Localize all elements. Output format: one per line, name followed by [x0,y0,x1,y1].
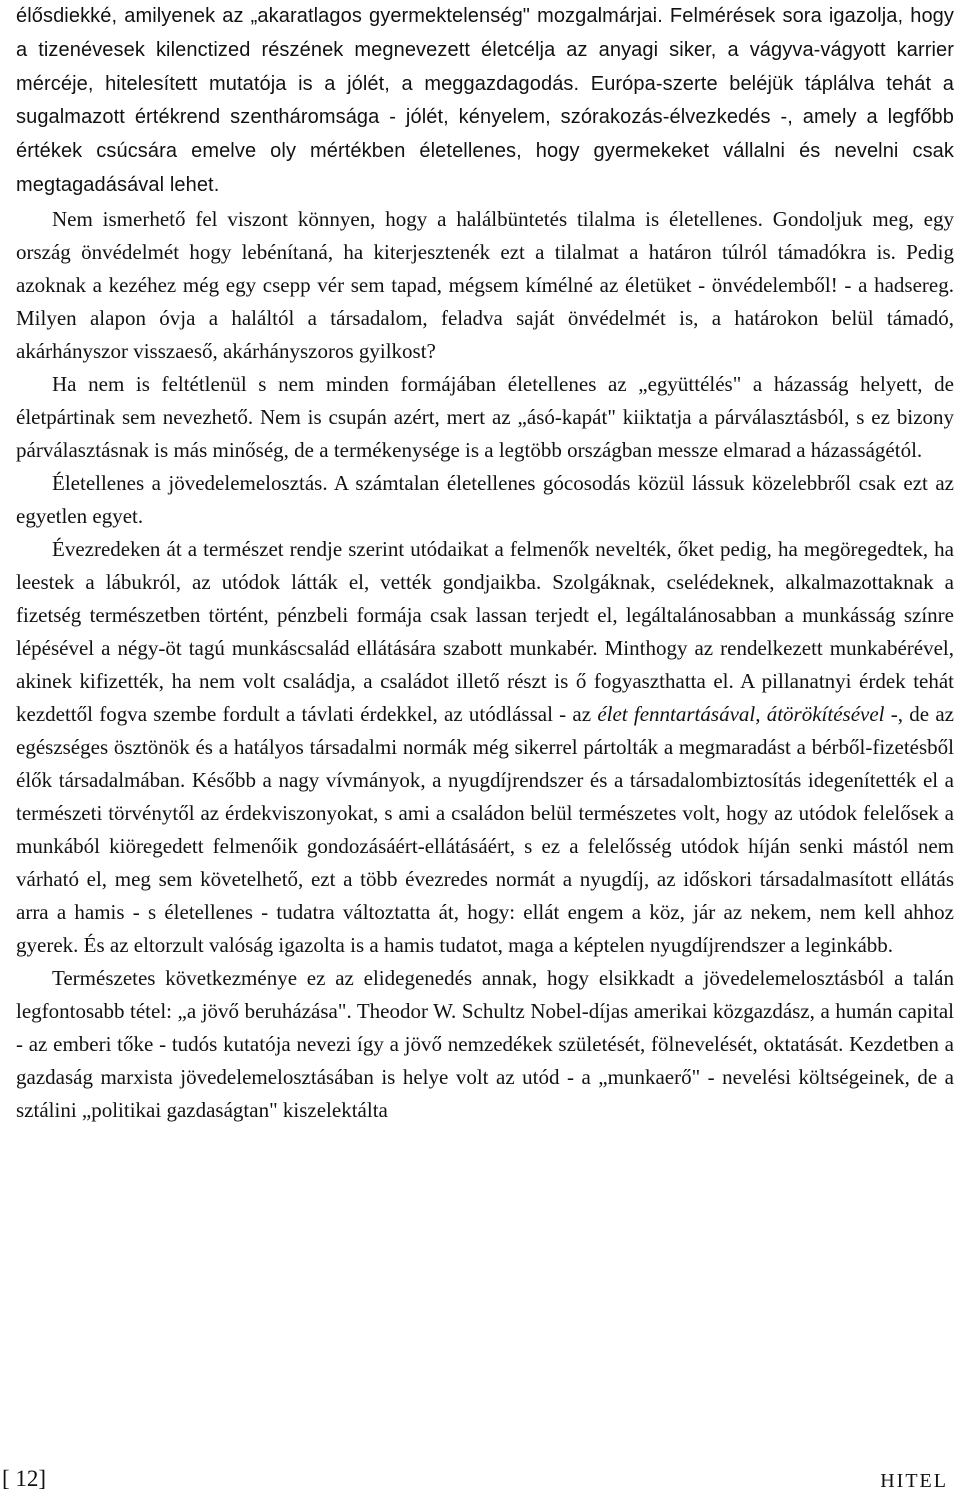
paragraph-5 [16,533,954,962]
page-footer [0,1462,960,1498]
paragraph-5-text-a: Évezredeken át a természet rendje szerint utódaikat a felmenők nevelték, őket pedig, ha megöregedtek, ha leestek a lábukról, az utódok látták el, vették gondjaikba. Szolgáknak, cselédeknek, alkalmazottaknak a fizetség természetben történt, pénzbeli formája csak lassan terjedt el, legáltalánosabban a munkásság színre lépésével a négy-öt tagú munkáscsalád ellátására szabott munkabér. Minthogy az rendelkezett munkabérével, akinek kifizették, ha nem volt családja, a családot illető részt is ő fogyaszthatta el. A pillanatnyi érdek tehát kezdettől fogva szembe fordult a távlati érdekkel, az utódlással - az [16,536,954,726]
paragraph-2: Nem ismerhető fel viszont könnyen, hogy a halálbüntetés tilalma is életellenes. Gondoljuk meg, egy ország önvédelmét hogy lebénítaná, ha kiterjesztenék ezt a tilalmat a határon túlról támadókra is. Pedig azoknak a kezéhez még egy csepp vér sem tapad, mégsem kímélné az életüket - önvédelemből! - a hadsereg. Milyen alapon óvja a haláltól a társadalom, feladva saját önvédelmét is, a határokon belül támadó, akárhányszor visszaeső, akárhányszoros gyilkost? [16,206,954,363]
paragraph-5-text-b: -, de az egészséges ösztönök és a hatályos társadalmi normák még sikerrel pártolták a megmaradást a bérből-fizetésből élők társadalmában. Később a nagy vívmányok, a nyugdíjrendszer és a társadalombiztosítás idegenítették el a természeti törvénytől az érdekviszonyokat, s ami a családon belül természetes volt, hogy az utódok felelősek a munkából kiöregedett felmenőik gondozásáért-ellátásáért, s ez a felelősség utódok híján senki mástól nem várható el, meg sem követelhető, ezt a több évezredes normát a nyugdíj, az időskori társadalmasított ellátás arra a hamis - s életellenes - tudatra változtatta át, hogy: ellát engem a köz, jár az nekem, nem kell ahhoz gyerek. És az eltorzult valóság igazolta is a hamis tudatot, maga a képtelen nyugdíjrendszer a leginkább. [16,701,954,957]
paragraph-1: élősdiekké, amilyenek az „akaratlagos gyermektelenség" mozgalmárjai. Felmérések sora igazolja, hogy a tizenévesek kilenctized részének megnevezett életcélja az anyagi siker, a vágyva-vágyott karrier mércéje, hitelesített mutatója is a jólét, a meggazdagodás. Európa-szerte beléjük táplálva tehát a sugalmazott értékrend szentháromsága - jólét, kényelem, szórakozás-élvezkedés -, amely a legfőbb értékek csúcsára emelve oly mértékben életellenes, hogy gyermekeket vállalni és nevelni csak megtagadásával lehet. [16,5,954,196]
paragraph-5-italic: élet fenntartásával, átörökítésével [597,701,885,726]
paragraph-6: Természetes következménye ez az elidegenedés annak, hogy elsikkadt a jövedelemelosztásból a talán legfontosabb tétel: „a jövő beruházása". Theodor W. Schultz Nobel-díjas amerikai közgazdász, a humán capital - az emberi tőke - tudós kutatója nevezi így a jövő nemzedékek születését, fölnevelését, oktatását. Kezdetben a gazdaság marxista jövedelemelosztásában is helye volt az utód - a „munkaerő" - nevelési költségeinek, de a sztálini „politikai gazdaságtan" kiszelektálta [16,965,954,1122]
page-number: [ 12] [2,1466,47,1491]
page-body [16,0,954,1127]
paragraph-3: Ha nem is feltétlenül s nem minden formájában életellenes az „együttélés" a házasság helyett, de életpártinak sem nevezhető. Nem is csupán azért, mert az „ásó-kapát" kiiktatja a párválasztásból, s ez bizony párválasztásnak is más minőség, de a termékenysége is a legtöbb országban messze elmarad a házasságétól. [16,371,954,462]
paragraph-4: Életellenes a jövedelemelosztás. A számtalan életellenes gócosodás közül lássuk közelebbről csak ezt az egyetlen egyet. [16,470,954,528]
journal-name: HITEL [880,1470,948,1492]
